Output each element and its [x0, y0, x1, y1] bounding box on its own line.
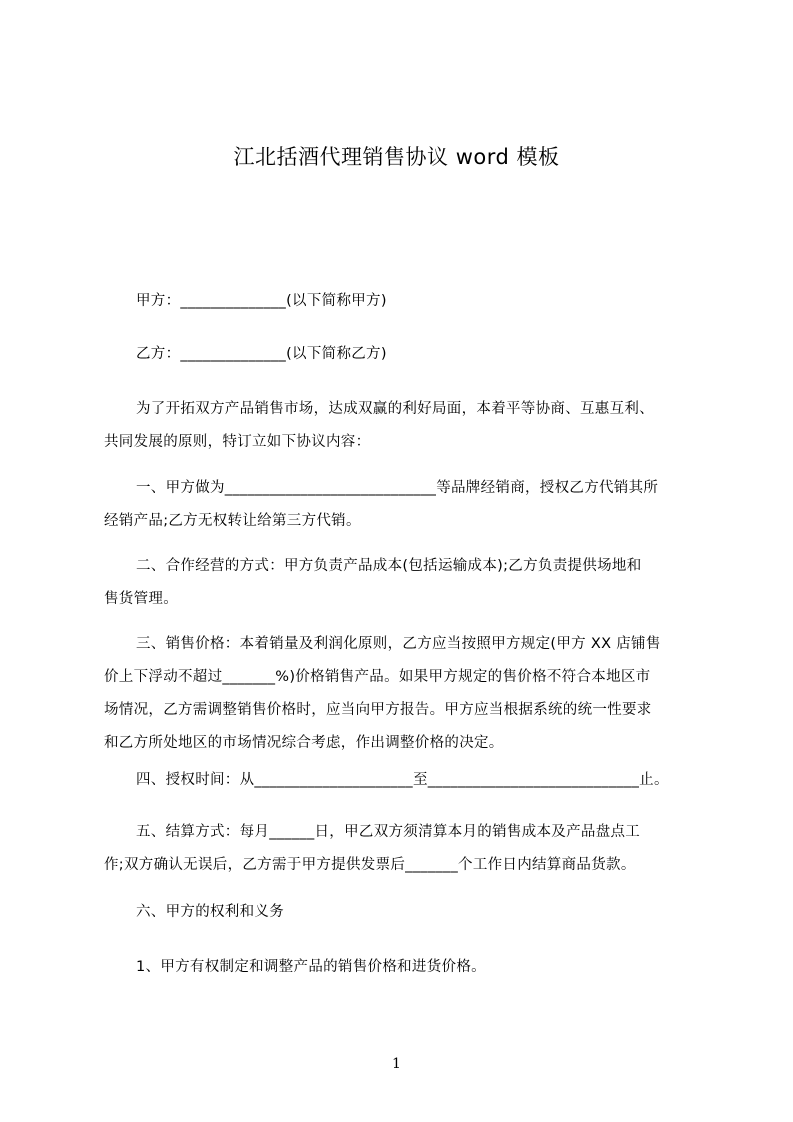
intro-line-1: 为了开拓双方产品销售市场，达成双赢的利好局面，本着平等协商、互惠互利、: [136, 401, 654, 417]
clause-2-line-2: 售货管理。: [104, 591, 178, 607]
clause-1-paragraph: [104, 472, 700, 538]
page-number: 1: [392, 1056, 401, 1072]
clause-6-item-1: [104, 951, 700, 984]
clause-1-line-2: 经销产品;乙方无权转让给第三方代销。: [104, 513, 361, 529]
clause-5-line-2: 作;双方确认无误后，乙方需于甲方提供发票后_______个工作日内结算商品货款。: [104, 857, 636, 873]
clause-1-line-1: 一、甲方做为____________________________等品牌经销商，授权乙方代销其所: [136, 480, 659, 496]
clause-3-line-2: 价上下浮动不超过_______%)价格销售产品。如果甲方规定的售价格不符合本地区市: [104, 669, 651, 685]
clause-2-line-1: 二、合作经营的方式：甲方负责产品成本(包括运输成本);乙方负责提供场地和: [136, 558, 642, 574]
party-a-line: [104, 285, 700, 318]
clause-6-item-1-text: 1、甲方有权制定和调整产品的销售价格和进货价格。: [136, 959, 486, 975]
intro-line-2: 共同发展的原则，特订立如下协议内容：: [104, 434, 371, 450]
intro-paragraph: [104, 393, 700, 459]
party-b-text: 乙方：______________(以下简称乙方): [136, 346, 387, 362]
clause-5-line-1: 五、结算方式：每月______日，甲乙双方须清算本月的销售成本及产品盘点工: [136, 824, 641, 840]
clause-2-paragraph: [104, 550, 700, 616]
clause-4-paragraph: [104, 764, 700, 797]
clause-6-heading: [104, 896, 700, 929]
clause-5-paragraph: [104, 816, 700, 882]
clause-6-heading-text: 六、甲方的权利和义务: [136, 904, 284, 920]
document-title: 江北括酒代理销售协议 word 模板: [233, 145, 560, 169]
clause-3-line-4: 和乙方所处地区的市场情况综合考虑，作出调整价格的决定。: [104, 735, 504, 751]
clause-3-paragraph: [104, 628, 700, 760]
party-a-text: 甲方：______________(以下简称甲方): [136, 293, 387, 309]
clause-3-line-3: 场情况，乙方需调整销售价格时，应当向甲方报告。甲方应当根据系统的统一性要求: [104, 702, 652, 718]
clause-4-line-1: 四、授权时间：从_____________________至____________________________止。: [136, 772, 669, 788]
clause-3-line-1: 三、销售价格：本着销量及利润化原则，乙方应当按照甲方规定(甲方 XX 店铺售: [136, 636, 661, 652]
party-b-line: [104, 338, 700, 371]
